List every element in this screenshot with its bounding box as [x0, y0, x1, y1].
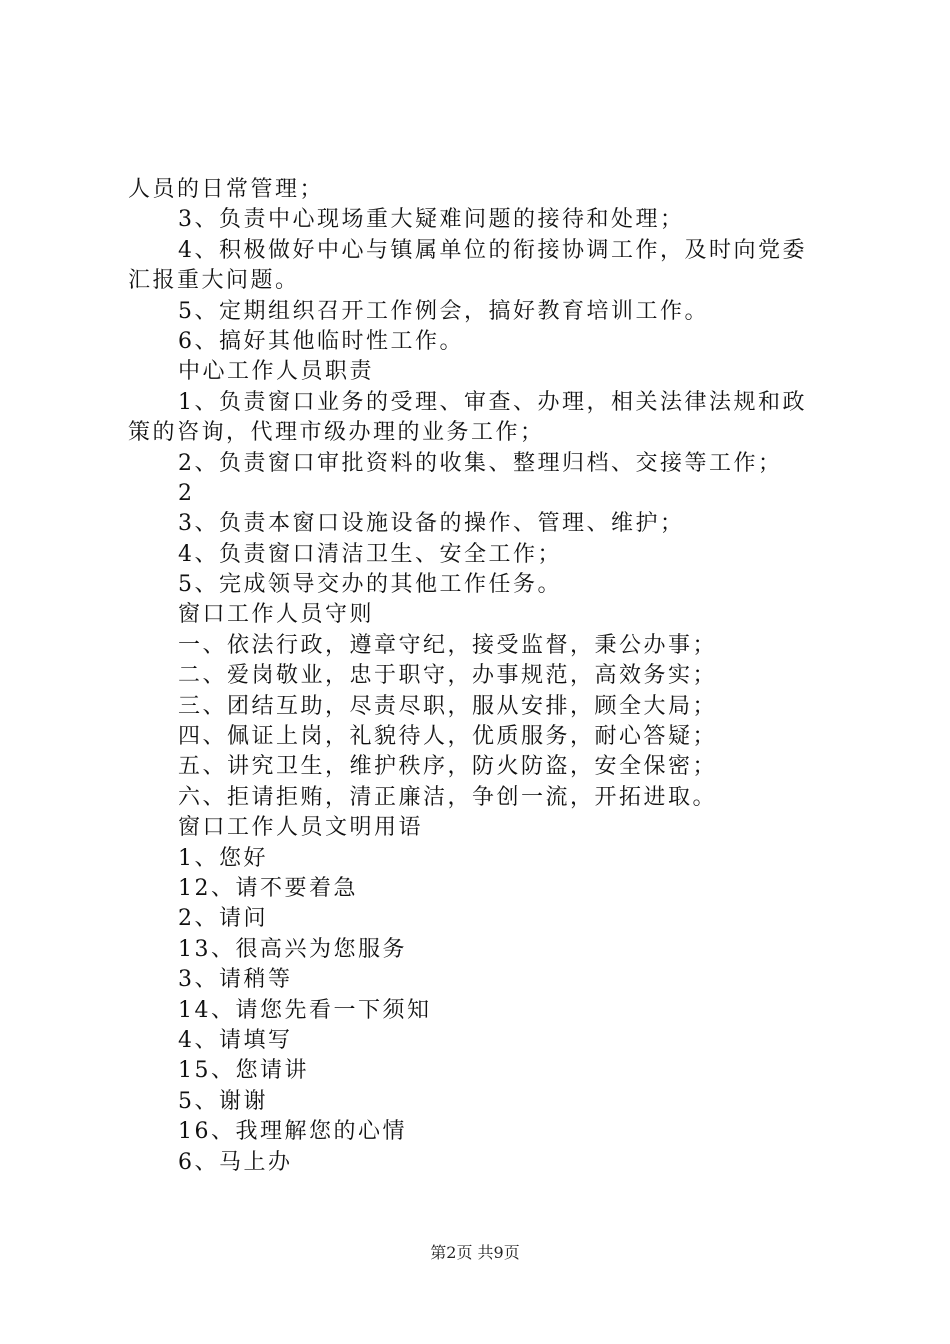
text-line: 5、谢谢: [178, 1088, 268, 1114]
text-line: 窗口工作人员守则: [178, 602, 375, 628]
text-line: 窗口工作人员文明用语: [178, 815, 424, 841]
text-line: 2、负责窗口审批资料的收集、整理归档、交接等工作；: [178, 450, 783, 476]
page-footer: 第2页 共9页: [430, 1243, 520, 1262]
text-line: 6、搞好其他临时性工作。: [178, 328, 464, 354]
text-line: 5、完成领导交办的其他工作任务。: [178, 572, 562, 598]
text-line: 3、负责本窗口设施设备的操作、管理、维护；: [178, 511, 685, 537]
text-line: 5、定期组织召开工作例会，搞好教育培训工作。: [178, 298, 709, 324]
text-line: 16、我理解您的心情: [178, 1119, 407, 1145]
text-line: 12、请不要着急: [178, 875, 358, 901]
text-line: 人员的日常管理；: [128, 177, 325, 202]
text-line: 13、很高兴为您服务: [178, 936, 407, 962]
text-line: 4、负责窗口清洁卫生、安全工作；: [178, 541, 562, 567]
text-line: 1、负责窗口业务的受理、审查、办理，相关法律法规和政: [178, 389, 807, 415]
text-line: 6、马上办: [178, 1149, 293, 1175]
text-line: 一、依法行政，遵章守纪，接受监督，秉公办事；: [178, 632, 718, 658]
text-line: 六、拒请拒贿，清正廉洁，争创一流，开拓进取。: [178, 784, 718, 810]
text-line: 15、您请讲: [178, 1058, 309, 1084]
text-line: 2、请问: [178, 906, 268, 932]
document-body: [128, 175, 833, 1178]
text-line: 汇报重大问题。: [128, 268, 300, 294]
text-line: 五、讲究卫生，维护秩序，防火防盗，安全保密；: [178, 754, 718, 780]
text-line: 策的咨询，代理市级办理的业务工作；: [128, 420, 545, 446]
text-line: 3、请稍等: [178, 967, 293, 993]
text-line: 4、请填写: [178, 1027, 293, 1053]
text-line: 四、佩证上岗，礼貌待人，优质服务，耐心答疑；: [178, 724, 718, 750]
text-line: 三、团结互助，尽责尽职，服从安排，顾全大局；: [178, 693, 718, 719]
text-line: 4、积极做好中心与镇属单位的衔接协调工作，及时向党委: [178, 237, 807, 263]
text-line: 2: [178, 480, 195, 506]
text-line: 1、您好: [178, 845, 268, 871]
text-line: 3、负责中心现场重大疑难问题的接待和处理；: [178, 207, 685, 233]
text-line: 14、请您先看一下须知: [178, 997, 432, 1023]
text-line: 中心工作人员职责: [178, 359, 375, 385]
text-line: 二、爱岗敬业，忠于职守，办事规范，高效务实；: [178, 663, 718, 689]
